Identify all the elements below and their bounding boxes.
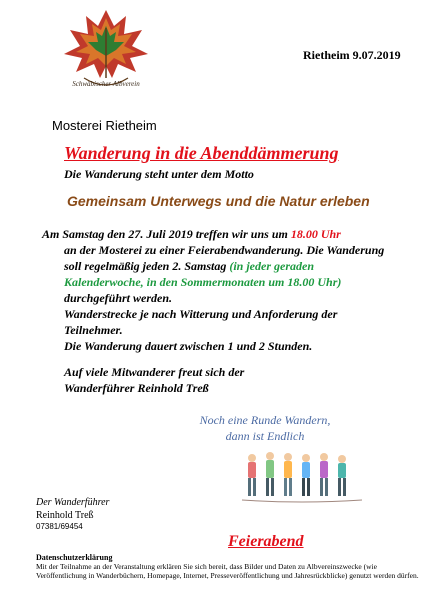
body-line-2: an der Mosterei zu einer Feierabendwanderung. Die Wanderung <box>64 243 385 257</box>
body-line-6: Wanderstrecke je nach Witterung und Anforderung der <box>64 307 338 321</box>
schedule-note-start: (in jeder geraden <box>229 259 314 273</box>
schedule-note-end: Kalenderwoche, in den Sommermonaten um 18.00 Uhr) <box>64 275 342 289</box>
quote-line-1: Noch eine Runde Wandern, <box>199 413 331 427</box>
guide-role: Der Wanderführer <box>36 497 110 508</box>
body-line-10: Wanderführer Reinhold Treß <box>64 381 209 395</box>
guide-name: Reinhold Treß <box>36 510 94 521</box>
hiker-icon <box>320 453 328 496</box>
motto: Gemeinsam Unterwegs und die Natur erleben <box>67 193 370 209</box>
body-line-8: Die Wanderung dauert zwischen 1 und 2 Stunden. <box>64 339 313 353</box>
hiker-icon <box>248 454 256 496</box>
body-line-3 <box>64 259 314 274</box>
guide-phone: 07381/69454 <box>36 522 83 531</box>
start-time: 18.00 Uhr <box>290 227 341 241</box>
body-line-3-text: soll regelmäßig jeden 2. Samstag <box>64 259 230 273</box>
body-line-9: Auf viele Mitwanderer freut sich der <box>64 365 245 379</box>
logo-text: Schwäbischer Albverein <box>72 80 140 88</box>
page-title: Wanderung in die Abenddämmerung <box>64 143 339 163</box>
body-line-5: durchgeführt werden. <box>64 291 173 305</box>
hiker-icon <box>338 455 346 496</box>
body-line-1 <box>42 227 341 242</box>
privacy-title: Datenschutzerklärung <box>36 553 113 562</box>
place-date: Rietheim 9.07.2019 <box>303 48 401 62</box>
quote-line-2: dann ist Endlich <box>225 429 305 443</box>
body-line-7: Teilnehmer. <box>64 323 123 337</box>
hikers-illustration <box>240 450 365 505</box>
privacy-text: Mit der Teilnahme an der Veranstaltung erklären Sie sich bereit, dass Bilder und Daten zu Albvereinszwecke (wie Veröffentlichung in Wanderbüchern, Homepage, Internet, Presseveröffentlichung und Jahresrückblicke) genutzt werden dürfen. <box>36 562 419 580</box>
body-line-1-text: Am Samstag den 27. Juli 2019 treffen wir uns um <box>42 227 291 241</box>
org-name: Mosterei Rietheim <box>52 118 157 133</box>
subtitle: Die Wanderung steht unter dem Motto <box>64 167 254 181</box>
albverein-logo <box>56 6 156 106</box>
quote <box>190 412 340 444</box>
hiker-icon <box>302 454 310 496</box>
feierabend-heading: Feierabend <box>228 533 304 550</box>
hiker-icon <box>266 452 274 496</box>
hiker-icon <box>284 453 292 496</box>
leaf-icon <box>64 10 148 85</box>
